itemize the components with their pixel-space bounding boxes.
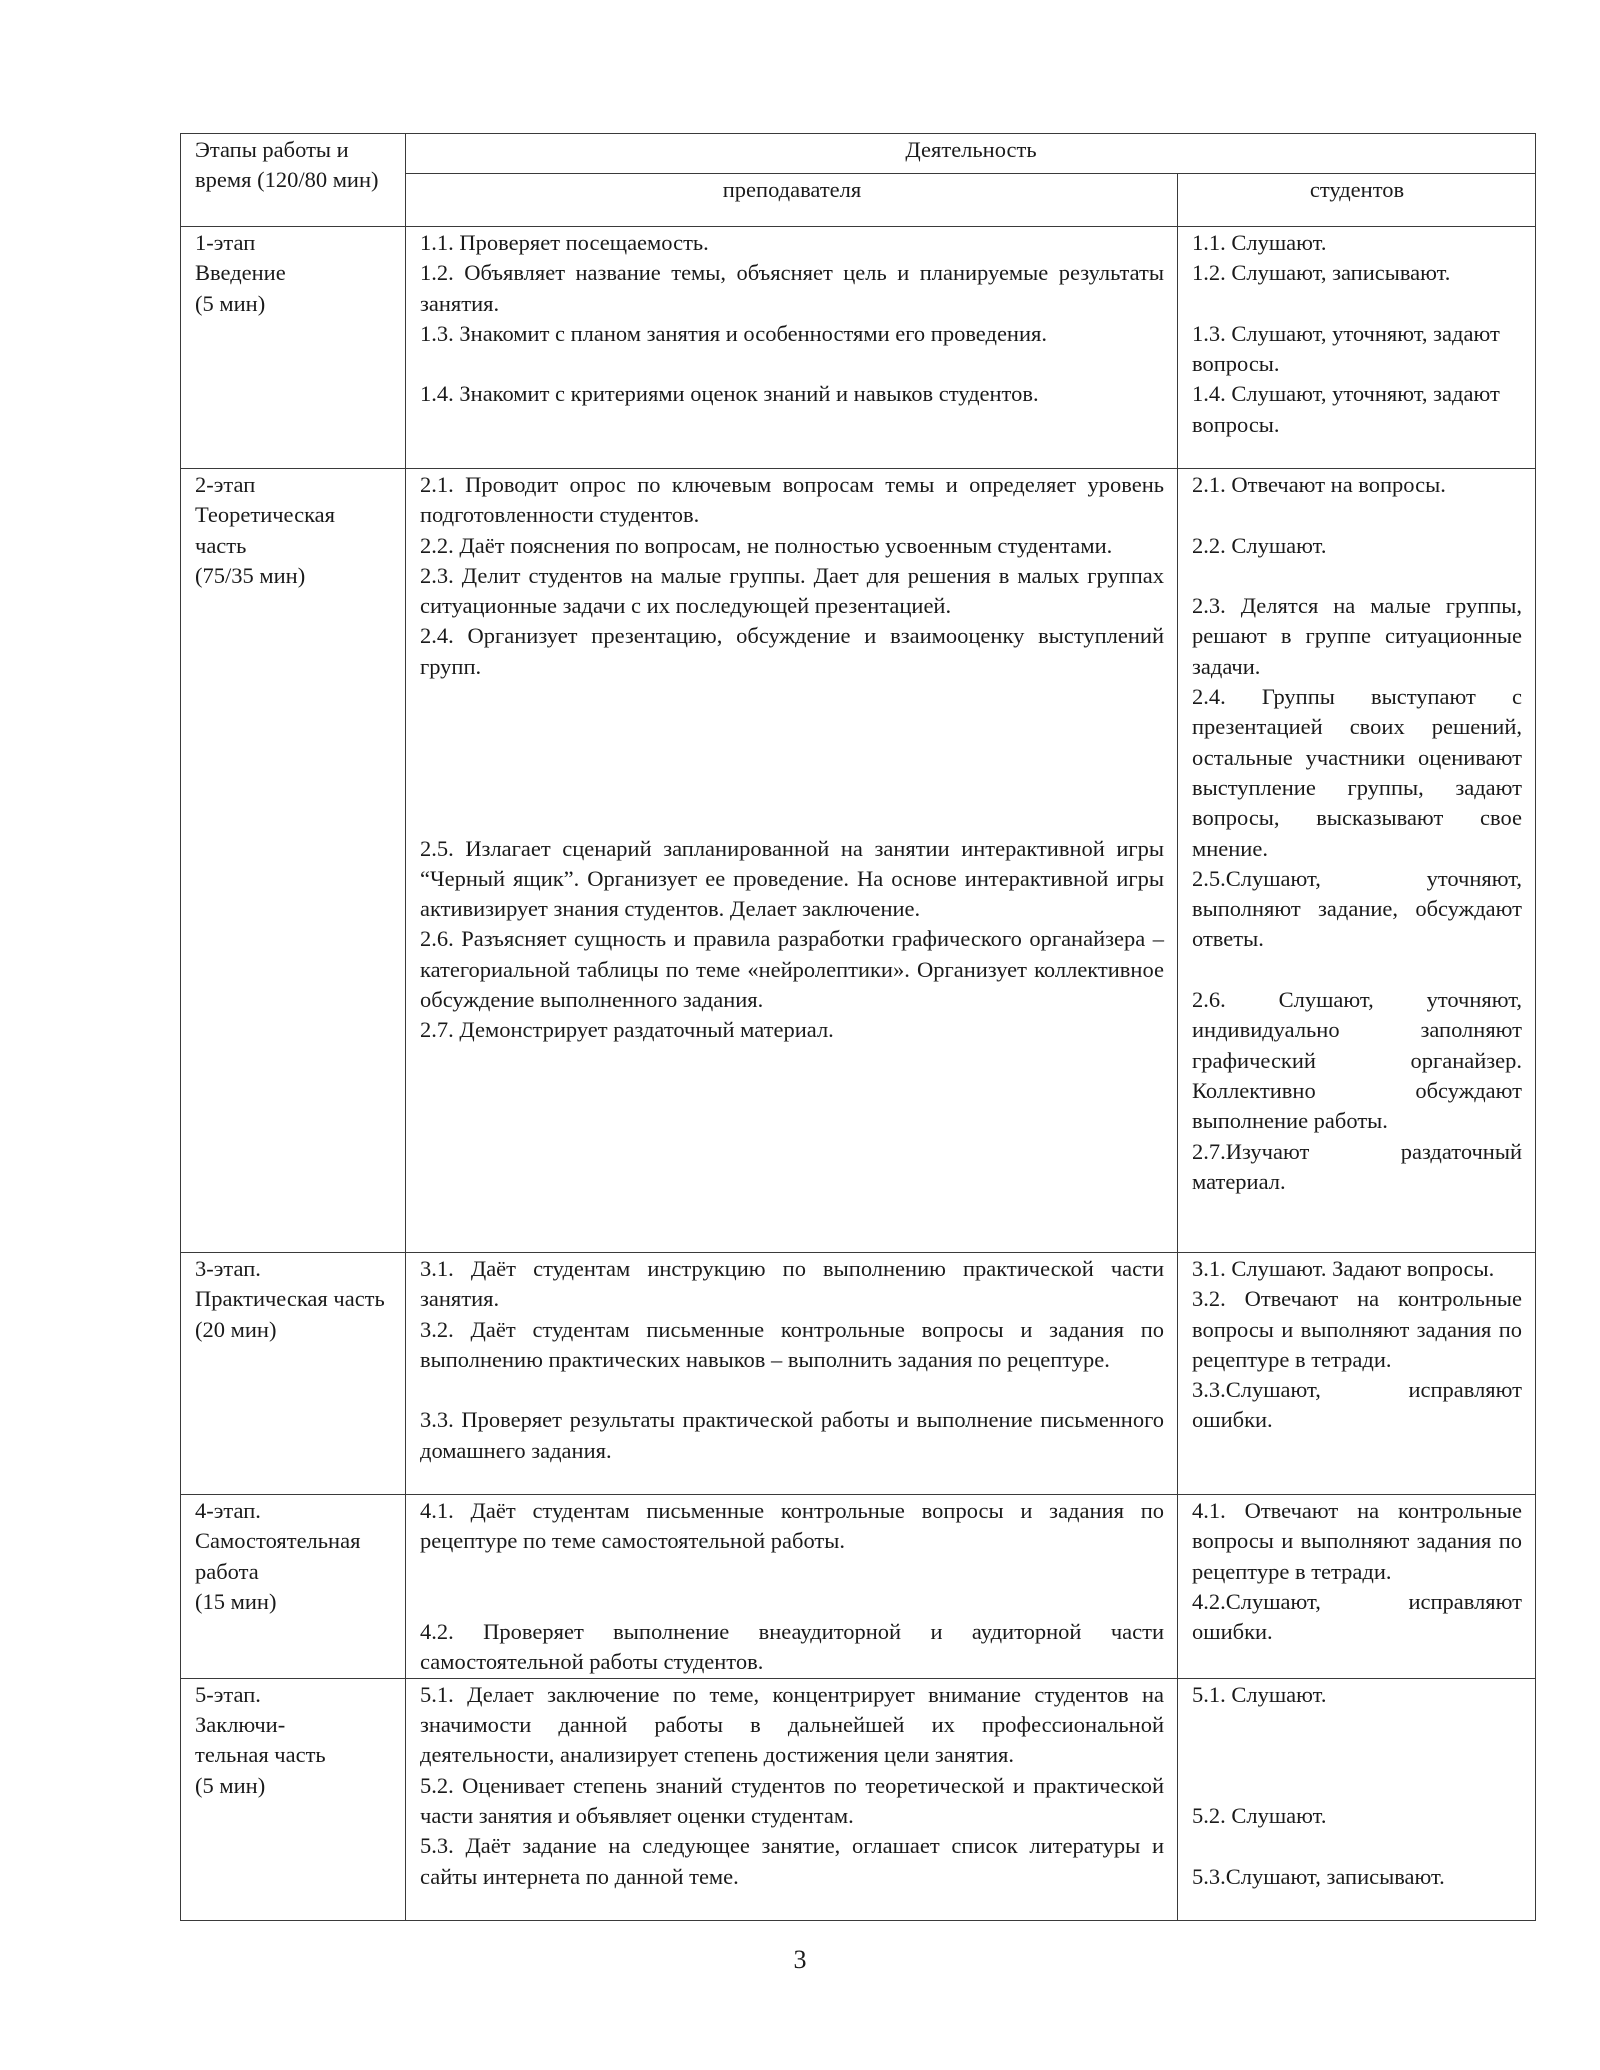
- teacher-item: 3.2. Даёт студентам письменные контрольные вопросы и задания по выполнению практических навыков – выполнить задания по рецептуре.: [420, 1316, 1164, 1372]
- students-item: 2.3. Делятся на малые группы, решают в группе ситуационные задачи.: [1192, 593, 1523, 679]
- students-header: студентов: [1178, 174, 1536, 227]
- stage-title: Введение: [195, 260, 286, 286]
- students-item: 3.2. Отвечают на контрольные вопросы и выполняют задания по рецептуре в тетради.: [1192, 1286, 1523, 1372]
- teacher-item: 2.2. Даёт пояснения по вопросам, не полностью усвоенным студентами.: [420, 532, 1113, 558]
- students-activity-cell: [1178, 1253, 1536, 1495]
- students-item: 3.3.Слушают, исправляют ошибки.: [1192, 1377, 1523, 1433]
- stage-row: [181, 469, 1536, 1253]
- stage-label: 2-этап: [195, 472, 256, 497]
- students-item: 5.1. Слушают.: [1192, 1681, 1327, 1707]
- teacher-item: 2.5. Излагает сценарий запланированной на занятии интерактивной игры “Черный ящик”. Организует ее проведение. На основе интерактивной игры активизирует знания студентов. Делает заключение.: [420, 835, 1164, 922]
- lesson-plan-table: [180, 133, 1536, 1921]
- stage-row: [181, 1495, 1536, 1679]
- teacher-item: 4.1. Даёт студентам письменные контрольные вопросы и задания по рецептуре по теме самостоятельной работы.: [420, 1498, 1164, 1554]
- activity-header: Деятельность: [406, 134, 1536, 174]
- page-number: 3: [793, 1945, 807, 1974]
- students-item: 1.1. Слушают.: [1192, 230, 1327, 255]
- stage-label: 3-этап.: [195, 1256, 261, 1281]
- teacher-activity-cell: [406, 469, 1178, 1253]
- teacher-activity-cell: [406, 227, 1178, 469]
- students-item: 4.2.Слушают, исправляют ошибки.: [1192, 1588, 1523, 1645]
- students-item: 2.4. Группы выступают с презентацией своих решений, остальные участники оценивают выступление группы, задают вопросы, высказывают свое мнение.: [1192, 684, 1523, 861]
- students-item: 2.5.Слушают, уточняют, выполняют задание, обсуждают ответы.: [1192, 865, 1523, 952]
- stages-time-header: Этапы работы и время (120/80 мин): [181, 134, 406, 227]
- students-item: 2.7.Изучают раздаточный материал.: [1192, 1138, 1523, 1194]
- stage-row: [181, 1678, 1536, 1920]
- teacher-item: 4.2. Проверяет выполнение внеаудиторной и аудиторной части самостоятельной работы студентов.: [420, 1619, 1164, 1675]
- stage-duration: (75/35 мин): [195, 562, 306, 588]
- teacher-item: 2.4. Организует презентацию, обсуждение и взаимооценку выступлений групп.: [420, 623, 1164, 679]
- header-row: [181, 134, 1536, 174]
- students-item: 5.2. Слушают.: [1192, 1802, 1327, 1828]
- stage-title: Теоретическая часть: [195, 502, 336, 558]
- stage-duration: (5 мин): [195, 1772, 266, 1798]
- students-item: 1.3. Слушают, уточняют, задают вопросы.: [1192, 320, 1500, 377]
- students-item: 2.1. Отвечают на вопросы.: [1192, 472, 1446, 497]
- teacher-item: 2.7. Демонстрирует раздаточный материал.: [420, 1017, 834, 1043]
- students-activity-cell: [1178, 1495, 1536, 1679]
- stage-duration: (5 мин): [195, 290, 266, 316]
- stage-title: тельная часть: [195, 1742, 326, 1768]
- teacher-item: 2.1. Проводит опрос по ключевым вопросам темы и определяет уровень подготовленности студентов.: [420, 472, 1164, 528]
- stage-title: Практическая часть: [195, 1286, 385, 1312]
- teacher-header: преподавателя: [406, 174, 1178, 227]
- teacher-activity-cell: [406, 1678, 1178, 1920]
- students-item: 4.1. Отвечают на контрольные вопросы и выполняют задания по рецептуре в тетради.: [1192, 1498, 1523, 1584]
- teacher-item: 1.1. Проверяет посещаемость.: [420, 230, 709, 255]
- students-activity-cell: [1178, 469, 1536, 1253]
- stage-label: 4-этап.: [195, 1498, 261, 1523]
- stage-title: Заключи-: [195, 1712, 286, 1738]
- teacher-item: 1.4. Знакомит с критериями оценок знаний и навыков студентов.: [420, 381, 1039, 407]
- students-item: 2.2. Слушают.: [1192, 532, 1327, 558]
- students-activity-cell: [1178, 1678, 1536, 1920]
- students-activity-cell: [1178, 227, 1536, 469]
- teacher-item: 5.1. Делает заключение по теме, концентрирует внимание студентов на значимости данной работы в дальнейшей их профессиональной деятельности, анализирует степень достижения цели занятия.: [420, 1681, 1164, 1768]
- stage-cell: [181, 1253, 406, 1495]
- teacher-item: 1.3. Знакомит с планом занятия и особенностями его проведения.: [420, 320, 1047, 346]
- stage-cell: [181, 227, 406, 469]
- teacher-activity-cell: [406, 1253, 1178, 1495]
- teacher-item: 3.3. Проверяет результаты практической работы и выполнение письменного домашнего задания.: [420, 1407, 1164, 1463]
- teacher-activity-cell: [406, 1495, 1178, 1679]
- students-item: 5.3.Слушают, записывают.: [1192, 1863, 1445, 1889]
- stage-label: 1-этап: [195, 230, 256, 255]
- stage-label: 5-этап.: [195, 1681, 261, 1707]
- teacher-item: 3.1. Даёт студентам инструкцию по выполнению практической части занятия.: [420, 1256, 1164, 1312]
- students-item: 2.6. Слушают, уточняют, индивидуально заполняют графический органайзер. Коллективно обсуждают выполнение работы.: [1192, 987, 1523, 1134]
- stage-cell: [181, 469, 406, 1253]
- stage-row: [181, 227, 1536, 469]
- stage-duration: (15 мин): [195, 1588, 277, 1614]
- stage-duration: (20 мин): [195, 1316, 277, 1342]
- teacher-item: 5.3. Даёт задание на следующее занятие, оглашает список литературы и сайты интернета по данной теме.: [420, 1833, 1164, 1889]
- students-item: 1.2. Слушают, записывают.: [1192, 260, 1451, 286]
- stage-cell: [181, 1495, 406, 1679]
- teacher-item: 1.2. Объявляет название темы, объясняет цель и планируемые результаты занятия.: [420, 260, 1164, 316]
- stage-cell: [181, 1678, 406, 1920]
- stage-title: Самостоятельная работа: [195, 1528, 361, 1584]
- students-item: 3.1. Слушают. Задают вопросы.: [1192, 1256, 1495, 1281]
- stage-row: [181, 1253, 1536, 1495]
- teacher-item: 5.2. Оценивает степень знаний студентов по теоретической и практической части занятия и объявляет оценки студентам.: [420, 1772, 1164, 1828]
- teacher-item: 2.3. Делит студентов на малые группы. Дает для решения в малых группах ситуационные задачи с их последующей презентацией.: [420, 562, 1164, 619]
- students-item: 1.4. Слушают, уточняют, задают вопросы.: [1192, 381, 1500, 437]
- teacher-item: 2.6. Разъясняет сущность и правила разработки графического органайзера – категориальной таблицы по теме «нейролептики». Организует коллективное обсуждение выполненного задания.: [420, 926, 1164, 1013]
